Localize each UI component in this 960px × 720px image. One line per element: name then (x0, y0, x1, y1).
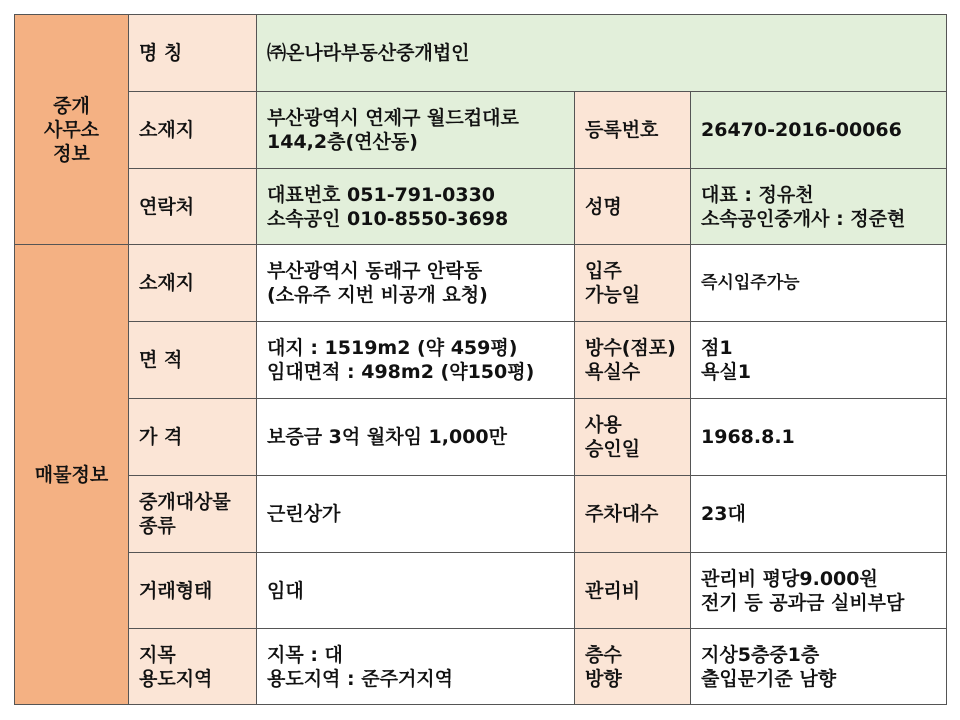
property-value: 임대 (257, 553, 575, 629)
property-row (15, 245, 947, 322)
office-contact-value: 대표번호 051-791-0330 소속공인 010-8550-3698 (257, 169, 575, 245)
office-person-label: 성명 (575, 169, 691, 245)
property-label: 거래형태 (129, 553, 257, 629)
office-address-row (15, 92, 947, 169)
office-name-label: 명 칭 (129, 15, 257, 92)
office-contact-label: 연락처 (129, 169, 257, 245)
office-reg-value: 26470-2016-00066 (691, 92, 947, 169)
property-label: 층수 방향 (575, 629, 691, 705)
property-row (15, 322, 947, 399)
property-section-header: 매물정보 (15, 245, 129, 705)
office-address-value: 부산광역시 연제구 월드컵대로 144,2층(연산동) (257, 92, 575, 169)
office-name-row (15, 15, 947, 92)
office-section-header: 중개 사무소 정보 (15, 15, 129, 245)
property-label: 가 격 (129, 399, 257, 476)
property-label: 사용 승인일 (575, 399, 691, 476)
property-row (15, 553, 947, 629)
property-label: 방수(점포) 욕실수 (575, 322, 691, 399)
property-row (15, 629, 947, 705)
property-value: 1968.8.1 (691, 399, 947, 476)
property-value: 대지 : 1519m2 (약 459평) 임대면적 : 498m2 (약150평) (257, 322, 575, 399)
property-value: 23대 (691, 476, 947, 553)
property-value: 관리비 평당9.000원 전기 등 공과금 실비부담 (691, 553, 947, 629)
property-value: 지상5층중1층 출입문기준 남향 (691, 629, 947, 705)
office-reg-label: 등록번호 (575, 92, 691, 169)
property-value: 점1 욕실1 (691, 322, 947, 399)
property-label: 지목 용도지역 (129, 629, 257, 705)
listing-table (14, 14, 947, 705)
property-value: 근린상가 (257, 476, 575, 553)
property-row (15, 399, 947, 476)
office-contact-row (15, 169, 947, 245)
property-label: 면 적 (129, 322, 257, 399)
property-value: 즉시입주가능 (691, 245, 947, 322)
property-value: 보증금 3억 월차임 1,000만 (257, 399, 575, 476)
property-row (15, 476, 947, 553)
office-person-value: 대표 : 정유천 소속공인중개사 : 정준현 (691, 169, 947, 245)
property-label: 소재지 (129, 245, 257, 322)
office-name-value: ㈜온나라부동산중개법인 (257, 15, 947, 92)
property-label: 입주 가능일 (575, 245, 691, 322)
property-label: 중개대상물 종류 (129, 476, 257, 553)
office-address-label: 소재지 (129, 92, 257, 169)
property-label: 관리비 (575, 553, 691, 629)
property-value: 지목 : 대 용도지역 : 준주거지역 (257, 629, 575, 705)
property-label: 주차대수 (575, 476, 691, 553)
property-value: 부산광역시 동래구 안락동 (소유주 지번 비공개 요청) (257, 245, 575, 322)
